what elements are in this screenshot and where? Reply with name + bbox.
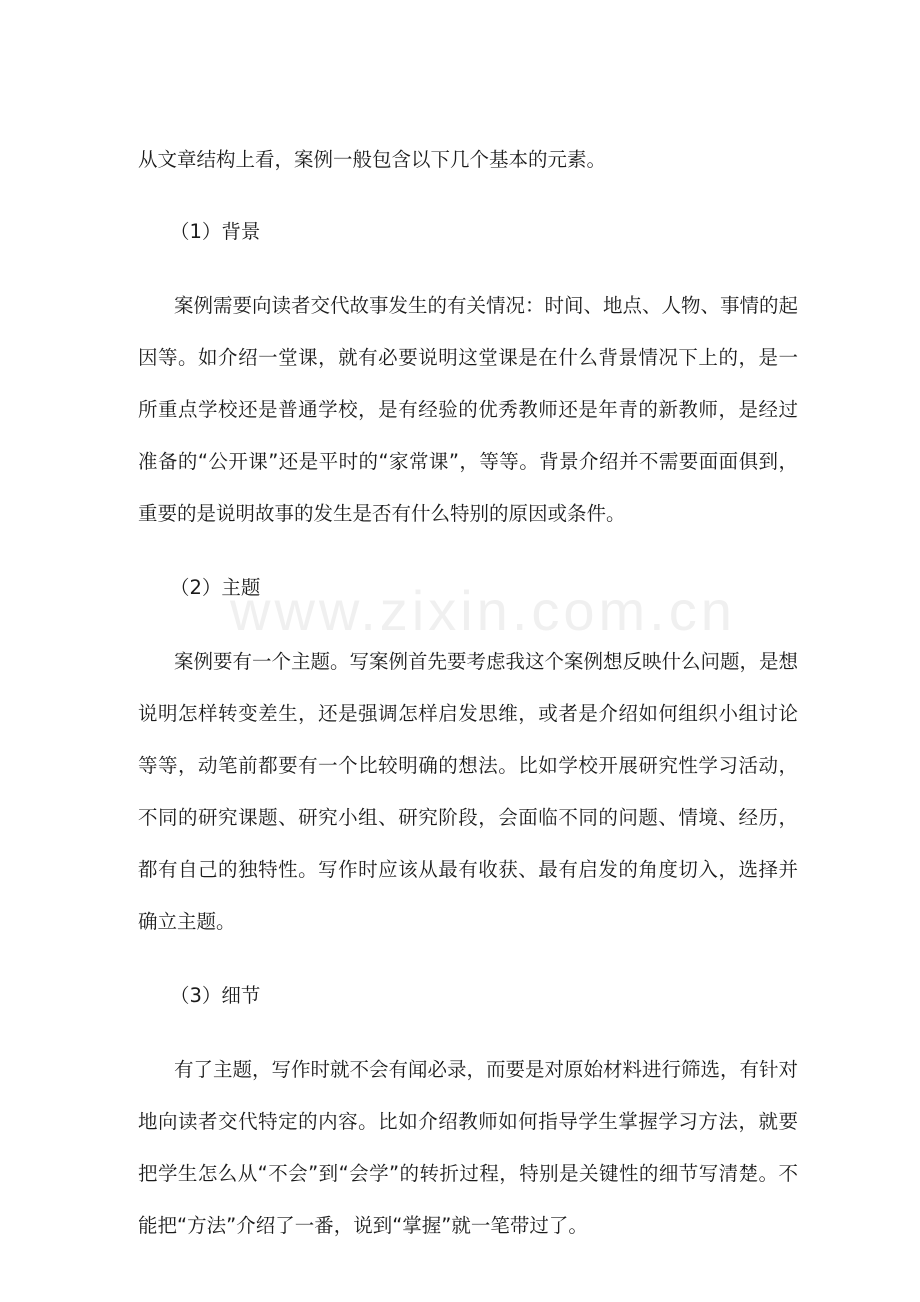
document-body: [138, 142, 798, 1252]
watermark: www.zixin.com.cn: [230, 579, 736, 642]
intro-text: 从文章结构上看，案例一般包含以下几个基本的元素。: [138, 148, 607, 171]
section-heading-details: （3）细节: [170, 984, 261, 1007]
section-heading-background: （1）背景: [170, 220, 261, 243]
section-paragraph-details: 有了主题，写作时就不会有闻必录，而要是对原始材料进行筛选，有针对地向读者交代特定的内容。比如介绍教师如何指导学生掌握学习方法，就要把学生怎么从“不会”到“会学”的转折过程，特别是关键性的细节写清楚。不能把“方法”介绍了一番，说到“掌握”就一笔带过了。: [138, 1058, 799, 1237]
section-paragraph-theme: 案例要有一个主题。写案例首先要考虑我这个案例想反映什么问题，是想说明怎样转变差生，还是强调怎样启发思维，或者是介绍如何组织小组讨论等等，动笔前都要有一个比较明确的想法。比如学校开展研究性学习活动，不同的研究课题、研究小组、研究阶段，会面临不同的问题、情境、经历，都有自己的独特性。写作时应该从最有收获、最有启发的角度切入，选择并确立主题。: [138, 650, 799, 933]
section-heading-theme: （2）主题: [170, 576, 261, 599]
section-paragraph-background: 案例需要向读者交代故事发生的有关情况：时间、地点、人物、事情的起因等。如介绍一堂课，就有必要说明这堂课是在什么背景情况下上的，是一所重点学校还是普通学校，是有经验的优秀教师还是年青的新教师，是经过准备的“公开课”还是平时的“家常课”，等等。背景介绍并不需要面面俱到，重要的是说明故事的发生是否有什么特别的原因或条件。: [138, 294, 799, 525]
